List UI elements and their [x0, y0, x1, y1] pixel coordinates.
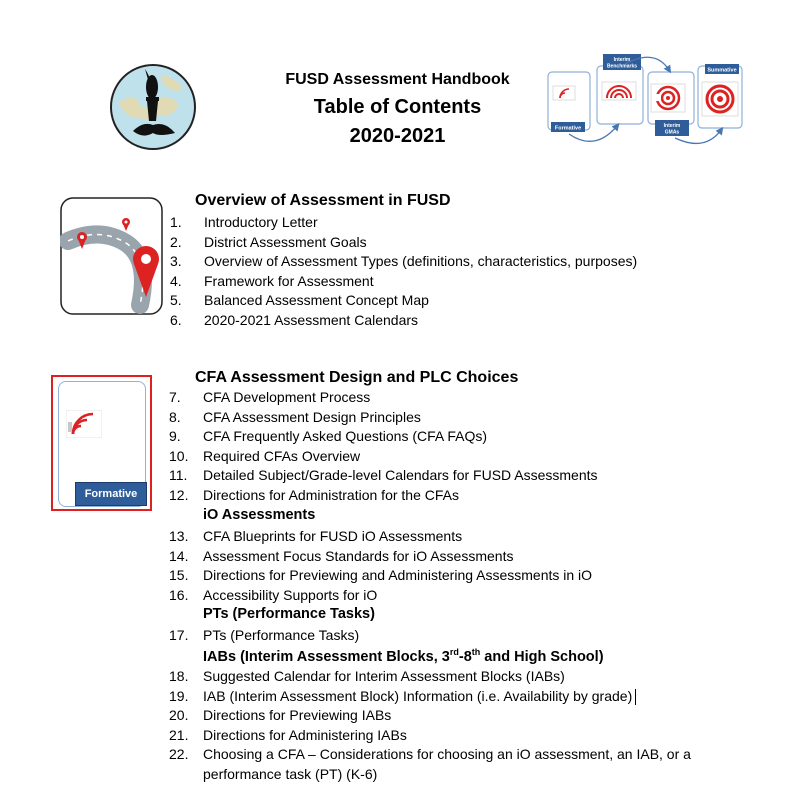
iab-heading-part: IABs (Interim Assessment Blocks, 3 — [203, 648, 450, 665]
item-text: Suggested Calendar for Interim Assessment Blocks (IABs) — [203, 668, 565, 684]
item-text: District Assessment Goals — [204, 233, 367, 250]
item-text: Choosing a CFA – Considerations for choosing an iO assessment, an IAB, or a — [203, 746, 691, 762]
item-number: 9. — [169, 428, 181, 444]
text-cursor — [635, 689, 636, 705]
item-number: 10. — [169, 447, 189, 464]
item-text: CFA Frequently Asked Questions (CFA FAQs) — [203, 428, 488, 444]
interim-gmas-label-line2: GMAs — [664, 129, 680, 136]
item-number: 20. — [169, 707, 189, 723]
item-text: Detailed Subject/Grade-level Calendars for FUSD Assessments — [203, 467, 598, 483]
item-number: 6. — [170, 311, 182, 328]
item-text: 2020-2021 Assessment Calendars — [204, 311, 419, 328]
school-year: 2020-2021 — [349, 125, 446, 147]
interim-gmas-label-line1: Interim — [663, 123, 681, 129]
item-text: CFA Assessment Design Principles — [203, 408, 421, 425]
item-text: Framework for Assessment — [204, 272, 374, 289]
item-number: 12. — [169, 486, 189, 503]
item-number: 17. — [169, 627, 189, 643]
summative-stage-label: Summative — [707, 67, 737, 74]
item-text: Balanced Assessment Concept Map — [204, 292, 429, 308]
district-logo — [109, 63, 197, 151]
handbook-title: FUSD Assessment Handbook — [285, 71, 510, 88]
item-number: 7. — [169, 389, 181, 405]
item-text: PTs (Performance Tasks) — [203, 627, 360, 643]
io-assessments-heading: iO Assessments — [203, 507, 316, 523]
item-text: performance task (PT) (K-6) — [203, 765, 378, 782]
formative-stage-label: Formative — [554, 125, 582, 132]
cfa-section-title: CFA Assessment Design and PLC Choices — [195, 369, 519, 386]
iab-heading — [203, 647, 604, 665]
iab-heading-superscript: th — [471, 647, 481, 657]
interim-benchmarks-label-line2: Benchmarks — [606, 63, 638, 70]
iab-heading-superscript: rd — [449, 647, 459, 657]
item-number: 3. — [170, 253, 182, 269]
iab-heading-part: and High School) — [480, 648, 604, 665]
item-number: 22. — [169, 746, 189, 762]
toc-title: Table of Contents — [313, 96, 482, 118]
item-number: 21. — [169, 726, 189, 743]
item-number: 5. — [170, 292, 182, 308]
item-text: Directions for Administering IABs — [203, 726, 407, 743]
item-number: 19. — [169, 687, 189, 704]
item-number: 11. — [169, 467, 188, 483]
item-number: 4. — [170, 272, 182, 289]
item-number: 2. — [170, 233, 182, 250]
item-text: Introductory Letter — [204, 214, 318, 230]
item-text: CFA Development Process — [203, 389, 371, 405]
item-text — [203, 687, 636, 707]
item-number: 15. — [169, 567, 189, 583]
item-number: 8. — [169, 408, 181, 425]
item-text: Directions for Administration for the CFAs — [203, 486, 459, 503]
iab-heading-part: -8 — [458, 648, 472, 665]
interim-benchmarks-label-line1: Interim — [613, 57, 631, 63]
item-text: Required CFAs Overview — [203, 447, 361, 464]
item-number: 18. — [169, 668, 189, 684]
item-text: Overview of Assessment Types (definitions, characteristics, purposes) — [204, 253, 638, 269]
signal-icon — [66, 410, 102, 443]
formative-card-icon — [51, 375, 152, 511]
overview-section-title: Overview of Assessment in FUSD — [195, 192, 451, 209]
road-map-icon — [60, 197, 163, 315]
item-text: CFA Blueprints for FUSD iO Assessments — [203, 528, 463, 544]
pt-heading: PTs (Performance Tasks) — [203, 606, 375, 622]
item-number: 1. — [170, 214, 182, 230]
item-text: Accessibility Supports for iO — [203, 586, 378, 603]
item-text: Assessment Focus Standards for iO Assessments — [203, 547, 514, 564]
item-number: 16. — [169, 586, 189, 603]
item-text: Directions for Previewing and Administering Assessments in iO — [203, 567, 593, 583]
item-text: Directions for Previewing IABs — [203, 707, 392, 723]
item-text-content: IAB (Interim Assessment Block) Information (i.e. Availability by grade) — [203, 687, 633, 704]
item-number: 13. — [169, 528, 189, 544]
item-number: 14. — [169, 547, 189, 564]
assessment-cycle-graphic — [545, 52, 745, 148]
formative-label: Formative — [75, 482, 147, 506]
